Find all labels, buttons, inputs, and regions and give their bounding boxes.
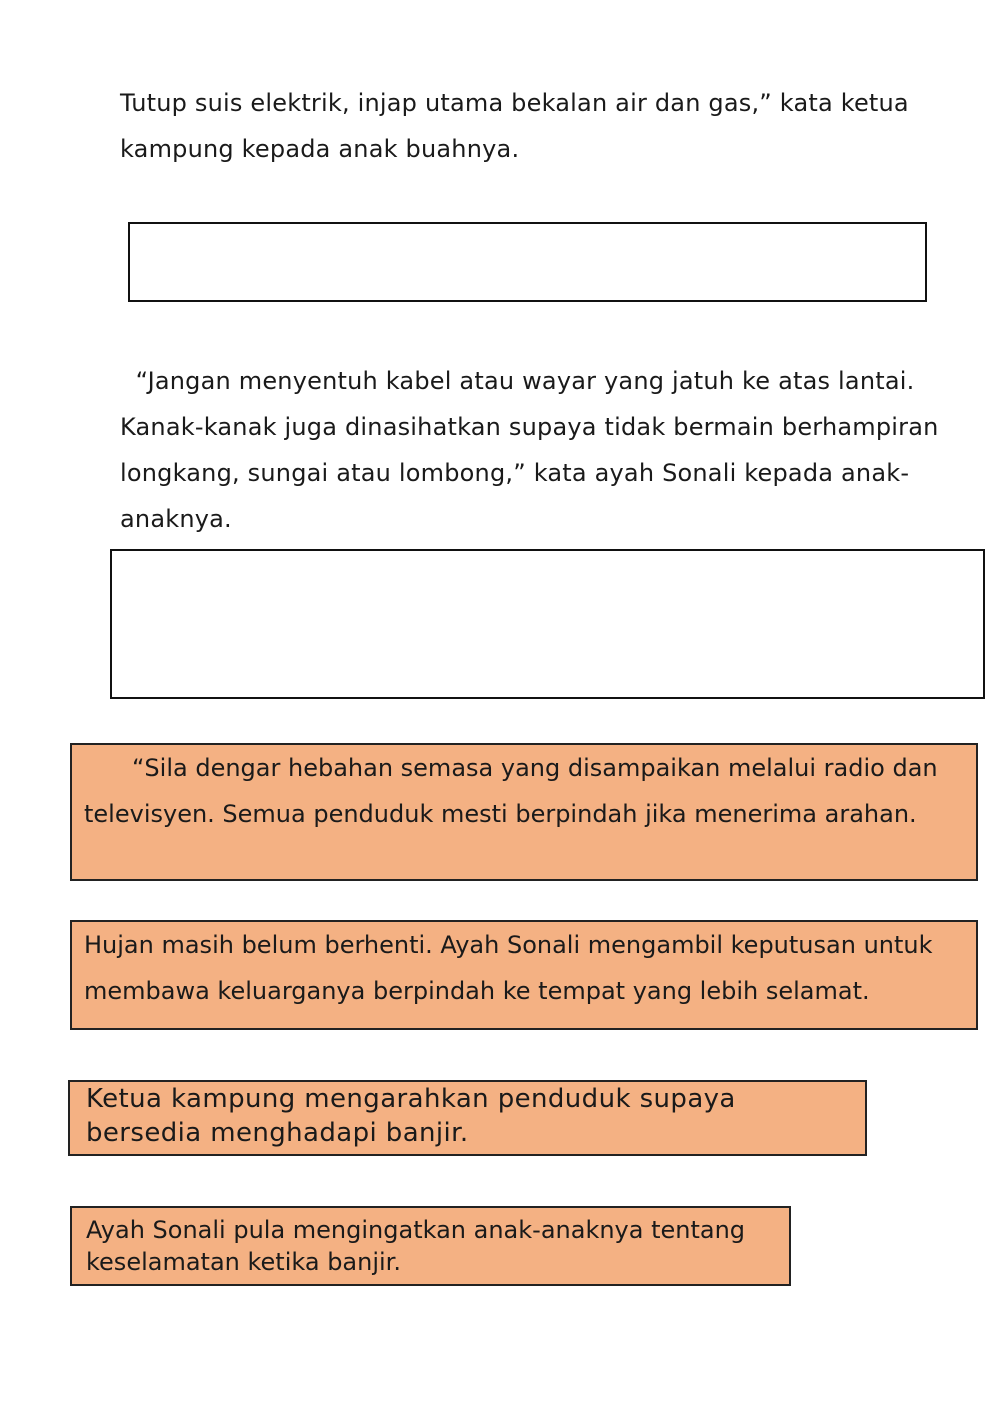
- draggable-answer-card-1[interactable]: [70, 743, 978, 881]
- draggable-answer-card-3[interactable]: [68, 1080, 867, 1156]
- passage-paragraph-2: “Jangan menyentuh kabel atau wayar yang jatuh ke atas lantai. Kanak-kanak juga dinasihatkan supaya tidak bermain berhampiran longkang, sungai atau lombong,” kata ayah Sonali kepada anak-anaknya.: [120, 367, 947, 533]
- draggable-answer-card-2[interactable]: [70, 920, 978, 1030]
- answer-card-text: Hujan masih belum berhenti. Ayah Sonali mengambil keputusan untuk membawa keluarganya berpindah ke tempat yang lebih selamat.: [84, 931, 933, 1005]
- answer-card-text: “Sila dengar hebahan semasa yang disampaikan melalui radio dan televisyen. Semua penduduk mesti berpindah jika menerima arahan.: [84, 754, 938, 828]
- answer-card-text: Ayah Sonali pula mengingatkan anak-anaknya tentang keselamatan ketika banjir.: [86, 1216, 746, 1276]
- draggable-answer-card-4[interactable]: [70, 1206, 791, 1286]
- answer-card-text: Ketua kampung mengarahkan penduduk supaya bersedia menghadapi banjir.: [86, 1084, 736, 1148]
- answer-drop-zone-2[interactable]: [110, 549, 985, 699]
- answer-drop-zone-1[interactable]: [128, 222, 927, 302]
- passage-paragraph-1: Tutup suis elektrik, injap utama bekalan air dan gas,” kata ketua kampung kepada anak buahnya.: [120, 89, 909, 163]
